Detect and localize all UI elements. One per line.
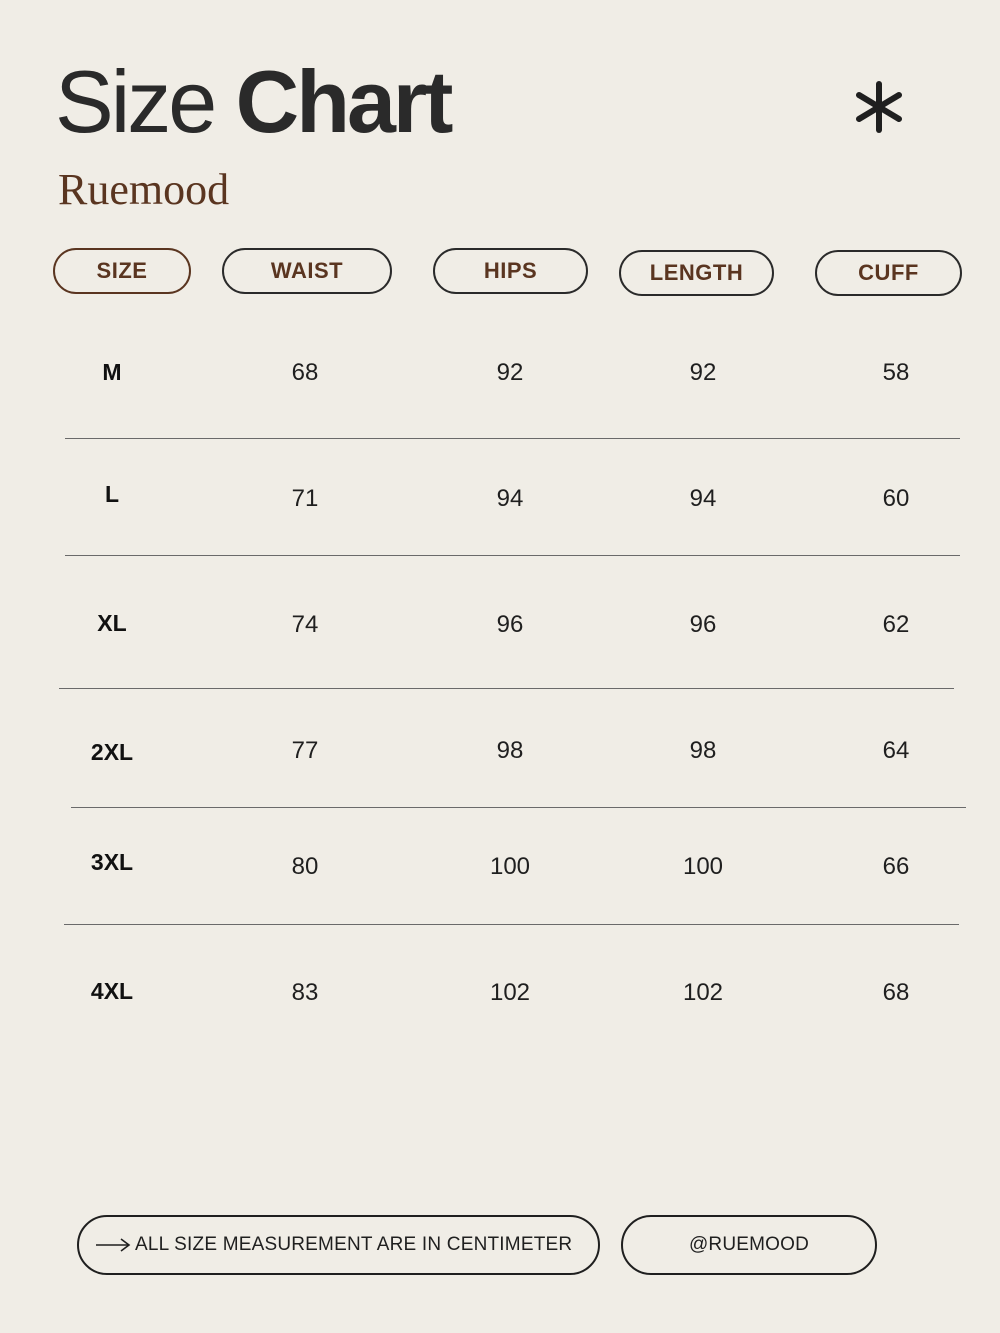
title-bold: Chart — [235, 52, 451, 151]
cuff-cell: 60 — [882, 485, 910, 512]
column-header-cuff-label: CUFF — [858, 260, 919, 285]
column-header-size-label: SIZE — [96, 258, 148, 283]
column-header-size — [53, 248, 191, 294]
length-cell: 102 — [682, 979, 724, 1006]
size-cell: L — [104, 481, 120, 507]
hips-cell: 102 — [489, 979, 531, 1006]
length-cell: 100 — [682, 853, 724, 880]
waist-cell: 74 — [291, 611, 319, 638]
size-cell: 3XL — [90, 849, 134, 875]
length-cell: 92 — [689, 359, 717, 386]
hips-cell: 100 — [489, 853, 531, 880]
cuff-cell: 66 — [882, 853, 910, 880]
column-header-length — [619, 250, 774, 296]
measurement-note — [77, 1215, 600, 1275]
arrow-right-icon — [95, 1237, 131, 1253]
length-cell: 96 — [689, 611, 717, 638]
column-header-hips-label: HIPS — [483, 258, 538, 283]
waist-cell: 71 — [291, 485, 319, 512]
size-cell: XL — [97, 610, 127, 636]
waist-cell: 83 — [291, 979, 319, 1006]
size-cell: M — [102, 359, 122, 385]
column-header-waist — [222, 248, 392, 294]
waist-cell: 80 — [291, 853, 319, 880]
waist-cell: 77 — [291, 737, 319, 764]
cuff-cell: 62 — [882, 611, 910, 638]
length-cell: 98 — [689, 737, 717, 764]
row-divider — [65, 438, 960, 439]
social-handle-text: @RUEMOOD — [688, 1234, 810, 1255]
title-light: Size — [55, 52, 215, 151]
row-divider — [59, 688, 954, 689]
cuff-cell: 64 — [882, 737, 910, 764]
cuff-cell: 68 — [882, 979, 910, 1006]
size-cell: 2XL — [90, 739, 134, 765]
hips-cell: 96 — [496, 611, 524, 638]
asterisk-icon — [850, 78, 908, 136]
row-divider — [65, 555, 960, 556]
row-divider — [64, 924, 959, 925]
length-cell: 94 — [689, 485, 717, 512]
brand-name: Ruemood — [58, 165, 230, 214]
waist-cell: 68 — [291, 359, 319, 386]
social-handle — [621, 1215, 877, 1275]
column-header-hips — [433, 248, 588, 294]
hips-cell: 98 — [496, 737, 524, 764]
hips-cell: 94 — [496, 485, 524, 512]
size-cell: 4XL — [90, 978, 134, 1004]
page-title — [55, 52, 450, 152]
row-divider — [71, 807, 966, 808]
measurement-note-text: ALL SIZE MEASUREMENT ARE IN CENTIMETER — [135, 1234, 573, 1255]
column-header-length-label: LENGTH — [649, 260, 744, 285]
cuff-cell: 58 — [882, 359, 910, 386]
hips-cell: 92 — [496, 359, 524, 386]
column-header-waist-label: WAIST — [270, 258, 344, 283]
column-header-cuff — [815, 250, 962, 296]
